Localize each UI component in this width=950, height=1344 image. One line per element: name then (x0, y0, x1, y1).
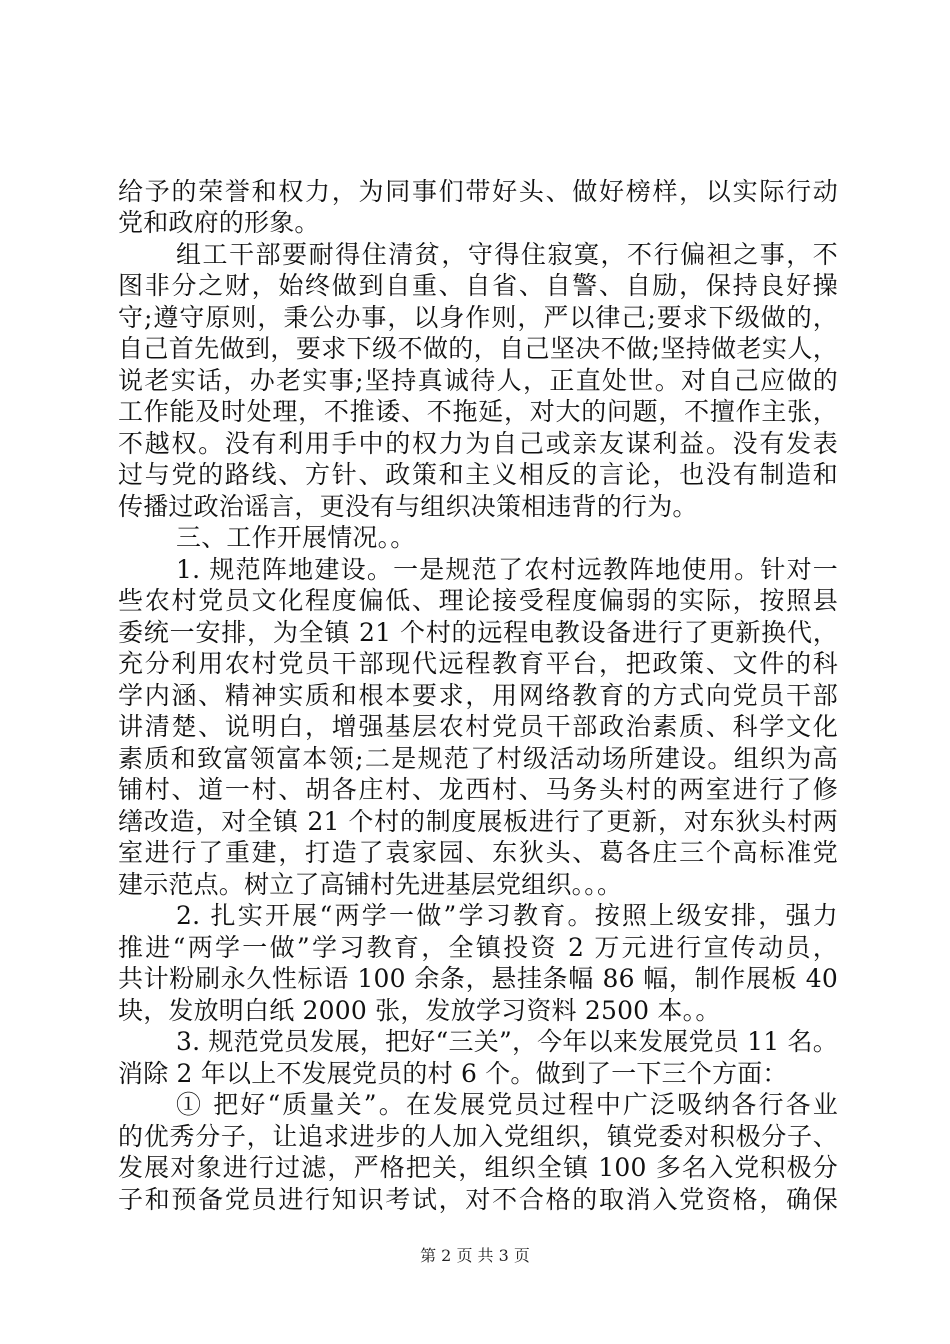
text-line-31: 的优秀分子，让追求进步的人加入党组织，镇党委对积极分子、 (118, 1122, 838, 1151)
text-line-3: 组工干部要耐得住清贫，守得住寂寞，不行偏袒之事，不 (176, 240, 838, 269)
text-line-8: 工作能及时处理，不推诿、不拖延，对大的问题，不擅作主张， (118, 397, 838, 426)
text-line-27: 块，发放明白纸 2000 张，发放学习资料 2500 本。。 (118, 996, 721, 1025)
text-line-22: 室进行了重建，打造了袁家园、东狄头、葛各庄三个高标准党 (118, 838, 838, 867)
text-line-32: 发展对象进行过滤，严格把关，组织全镇 100 多名入党积极分 (118, 1153, 838, 1182)
text-line-10: 过与党的路线、方针、政策和主义相反的言论，也没有制造和 (118, 460, 838, 489)
section-heading: 三、工作开展情况。。 (176, 523, 416, 552)
text-line-13: 1. 规范阵地建设。一是规范了农村远教阵地使用。针对一 (176, 555, 838, 584)
text-line-23: 建示范点。树立了高铺村先进基层党组织。。。 (118, 870, 623, 899)
text-line-20: 铺村、道一村、胡各庄村、龙西村、马务头村的两室进行了修 (118, 775, 838, 804)
text-line-2: 党和政府的形象。 (118, 208, 320, 237)
text-line-21: 缮改造，对全镇 21 个村的制度展板进行了更新，对东狄头村两 (118, 807, 838, 836)
page-footer: 第 2 页 共 3 页 (420, 1246, 530, 1265)
text-line-7: 说老实话，办老实事;坚持真诚待人，正直处世。对自己应做的 (118, 366, 838, 395)
text-line-29: 消除 2 年以上不发展党员的村 6 个。做到了一下三个方面： (118, 1059, 788, 1088)
text-line-17: 学内涵、精神实质和根本要求，用网络教育的方式向党员干部 (118, 681, 838, 710)
text-line-28: 3. 规范党员发展，把好“三关”，今年以来发展党员 11 名。 (176, 1027, 838, 1056)
text-line-16: 充分利用农村党员干部现代远程教育平台，把政策、文件的科 (118, 649, 838, 678)
text-line-1: 给予的荣誉和权力，为同事们带好头、做好榜样，以实际行动 (118, 177, 838, 206)
text-line-5: 守;遵守原则，秉公办事，以身作则，严以律己;要求下级做的， (118, 303, 838, 332)
text-line-9: 不越权。没有利用手中的权力为自己或亲友谋利益。没有发表 (118, 429, 838, 458)
text-line-6: 自己首先做到，要求下级不做的，自己坚决不做;坚持做老实人， (118, 334, 838, 363)
text-line-25: 推进“两学一做”学习教育，全镇投资 2 万元进行宣传动员， (118, 933, 838, 962)
text-line-11: 传播过政治谣言，更没有与组织决策相违背的行为。 (118, 492, 698, 521)
text-line-24: 2. 扎实开展“两学一做”学习教育。按照上级安排，强力 (176, 901, 838, 930)
text-line-18: 讲清楚、说明白，增强基层农村党员干部政治素质、科学文化 (118, 712, 838, 741)
text-line-19: 素质和致富领富本领;二是规范了村级活动场所建设。组织为高 (118, 744, 838, 773)
text-line-33: 子和预备党员进行知识考试，对不合格的取消入党资格，确保 (118, 1185, 838, 1214)
text-line-26: 共计粉刷永久性标语 100 余条，悬挂条幅 86 幅，制作展板 40 (118, 964, 838, 993)
text-line-4: 图非分之财，始终做到自重、自省、自警、自励，保持良好操 (118, 271, 838, 300)
text-line-14: 些农村党员文化程度偏低、理论接受程度偏弱的实际，按照县 (118, 586, 838, 615)
text-line-30: ① 把好“质量关”。在发展党员过程中广泛吸纳各行各业 (176, 1090, 838, 1119)
text-line-15: 委统一安排，为全镇 21 个村的远程电教设备进行了更新换代， (118, 618, 838, 647)
